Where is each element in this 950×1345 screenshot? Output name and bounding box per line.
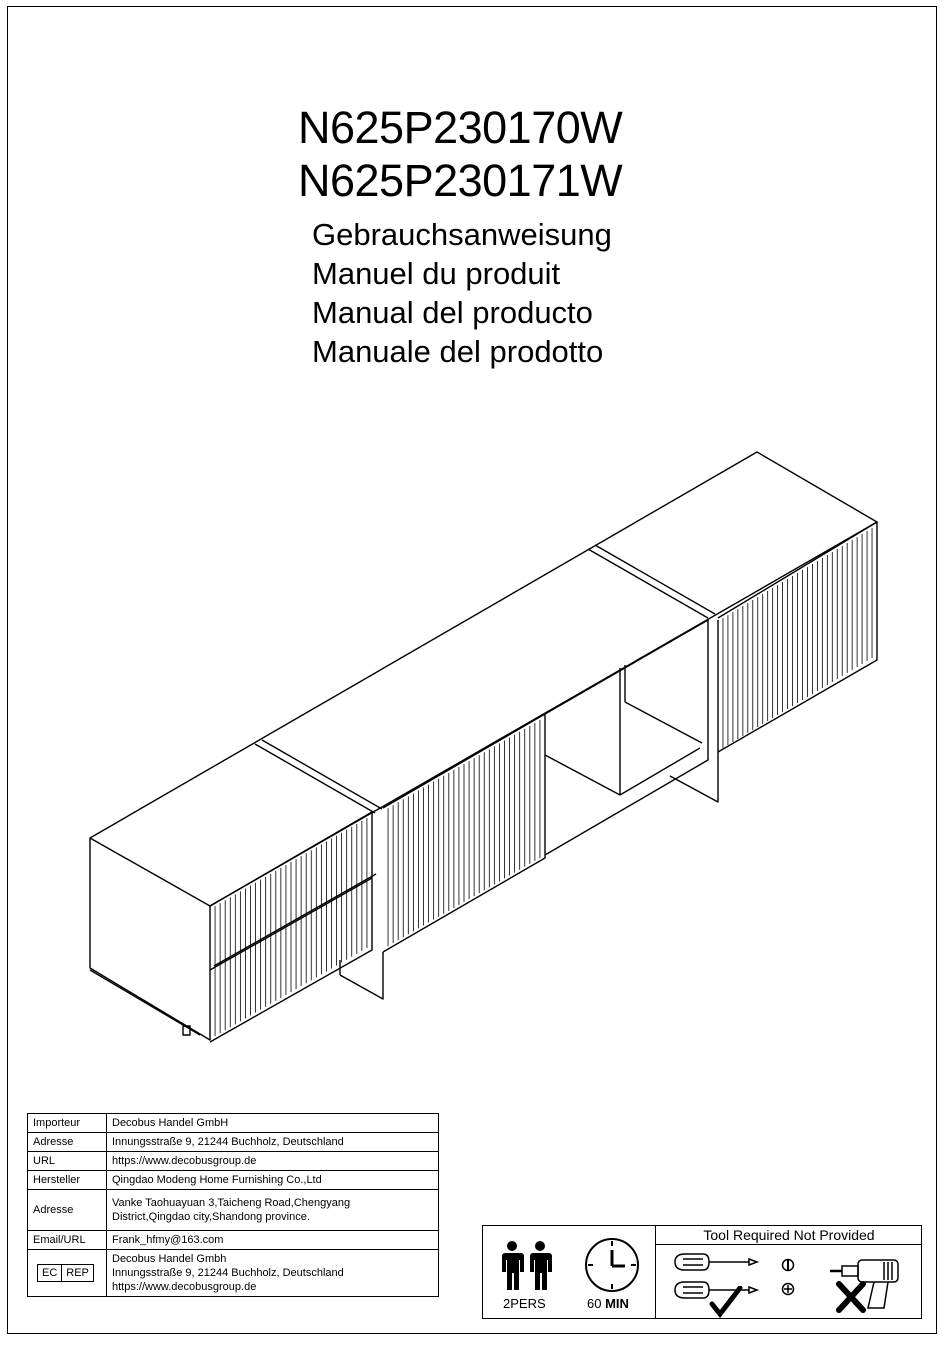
table-row bbox=[28, 1133, 439, 1152]
slot-screw-icon bbox=[781, 1258, 795, 1272]
ec-rep-symbol bbox=[37, 1264, 94, 1282]
time-label bbox=[587, 1296, 629, 1311]
row-value bbox=[107, 1190, 439, 1231]
model-number-2: N625P230171W bbox=[298, 155, 623, 206]
table-row bbox=[28, 1231, 439, 1250]
divider bbox=[655, 1226, 656, 1318]
row-key: URL bbox=[28, 1152, 107, 1171]
two-persons-icon bbox=[497, 1240, 555, 1292]
table-row bbox=[28, 1114, 439, 1133]
row-key: Importeur bbox=[28, 1114, 107, 1133]
row-value: Innungsstraße 9, 21244 Buchholz, Deutschland bbox=[107, 1133, 439, 1152]
table-row bbox=[28, 1171, 439, 1190]
tools-header: Tool Required Not Provided bbox=[703, 1227, 875, 1243]
time-value: 60 bbox=[587, 1296, 602, 1311]
row-value: Decobus Handel GmbH bbox=[107, 1114, 439, 1133]
assembly-info-box bbox=[482, 1225, 922, 1319]
check-mark-icon bbox=[709, 1286, 743, 1318]
clock-icon bbox=[583, 1236, 641, 1294]
ec-rep-line-2: Innungsstraße 9, 21244 Buchholz, Deutschland bbox=[112, 1267, 344, 1279]
row-key: Adresse bbox=[28, 1133, 107, 1152]
ec-label: EC bbox=[42, 1267, 58, 1279]
address-line-1: Vanke Taohuayuan 3,Taicheng Road,Chengyang bbox=[112, 1197, 351, 1209]
row-value: Qingdao Modeng Home Furnishing Co.,Ltd bbox=[107, 1171, 439, 1190]
manual-title-fr: Manuel du produit bbox=[312, 256, 561, 291]
row-value: Frank_hfmy@163.com bbox=[107, 1231, 439, 1250]
table-row bbox=[28, 1152, 439, 1171]
model-number-1: N625P230170W bbox=[298, 102, 623, 153]
flathead-screwdriver-icon bbox=[671, 1250, 761, 1274]
cross-screw-icon bbox=[781, 1282, 795, 1296]
ec-rep-cell bbox=[28, 1250, 107, 1297]
manual-title-es: Manual del producto bbox=[312, 295, 593, 330]
address-line-2: District,Qingdao city,Shandong province. bbox=[112, 1211, 310, 1223]
row-key: Hersteller bbox=[28, 1171, 107, 1190]
row-key: Adresse bbox=[28, 1190, 107, 1231]
importer-info-table bbox=[27, 1113, 439, 1297]
cross-mark-icon bbox=[835, 1280, 869, 1314]
ec-rep-line-1: Decobus Handel Gmbh bbox=[112, 1253, 227, 1265]
persons-label: 2PERS bbox=[503, 1296, 546, 1311]
manual-title-de: Gebrauchsanweisung bbox=[312, 217, 612, 252]
table-row bbox=[28, 1190, 439, 1231]
table-row bbox=[28, 1250, 439, 1297]
row-value bbox=[107, 1250, 439, 1297]
row-key: Email/URL bbox=[28, 1231, 107, 1250]
manual-title-it: Manuale del prodotto bbox=[312, 334, 604, 369]
tv-cabinet-illustration bbox=[80, 440, 890, 1050]
divider bbox=[655, 1244, 921, 1245]
ec-rep-line-3: https://www.decobusgroup.de bbox=[112, 1281, 257, 1293]
rep-label: REP bbox=[61, 1265, 93, 1281]
row-value: https://www.decobusgroup.de bbox=[107, 1152, 439, 1171]
time-unit: MIN bbox=[605, 1296, 629, 1311]
